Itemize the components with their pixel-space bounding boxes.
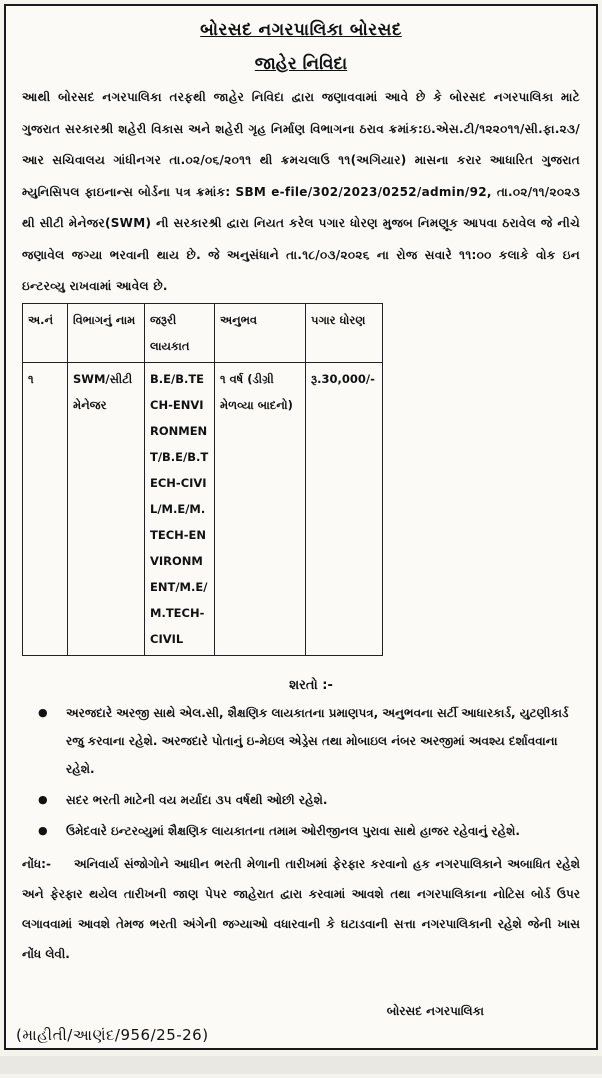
list-item: ● અરજદારે અરજી સાથે એલ.સી, શૈક્ષણિક લાયકાતના પ્રમાણપત્ર, અનુભવના સર્ટી આધારકાર્ડ, યુટણીકાર્ડ રજુ કરવાના રહેશે. અરજદારે પોતાનું ઇ-મેઇલ એડ્રેસ તથા મોબાઇલ નંબર અરજીમાં અવશ્ય દર્શાવવાના રહેશે. xyxy=(66,699,580,783)
col-header-sr: અ.નં xyxy=(23,303,68,362)
notice-subtitle: જાહેર નિવિદા xyxy=(254,54,348,74)
conditions-heading: શરતો :- xyxy=(289,677,333,693)
col-header-dept: વિભાગનું નામ xyxy=(68,303,145,362)
signature: બોરસદ નગરપાલિકા xyxy=(386,1004,484,1018)
bottom-strip xyxy=(0,1056,602,1074)
notice-page xyxy=(4,4,598,1050)
footer-reference: (માહીતી/આણંદ/956/25-26) xyxy=(16,1026,209,1044)
notice-title: બોરસદ નગરપાલિકા બોરસદ xyxy=(200,20,402,40)
col-header-experience: અનુભવ xyxy=(215,303,306,362)
list-item: ● ઉમેદવારે ઇન્ટરવ્યુમાં શૈક્ષણિક લાયકાતના તમામ ઓરીજીનલ પુરાવા સાથે હાજર રહેવાનું રહેશે. xyxy=(66,817,580,845)
list-item: ● સદર ભરતી માટેની વય મર્યાદા ૩૫ વર્ષથી ઓછી રહેશે. xyxy=(66,786,580,814)
note-block xyxy=(22,849,580,969)
conditions-list xyxy=(22,699,580,845)
cell-sr: ૧ xyxy=(23,362,68,655)
cell-experience: ૧ વર્ષ (ડીગ્રી મેળવ્યા બાદનો) xyxy=(215,362,306,655)
table-header-row xyxy=(23,303,383,362)
note-label: નોંધ:- xyxy=(22,856,51,871)
cell-qualification: B.E/B.TECH-ENVIRONMENT/B.E/B.T ECH-CIVIL/M.E/M.TECH-ENVIRONMENT/M.E/M.TECH-CIVIL xyxy=(145,362,215,655)
col-header-salary: પગાર ધોરણ xyxy=(306,303,383,362)
cell-dept: SWM/સીટી મેનેજર xyxy=(68,362,145,655)
note-text: અનિવાર્ય સંજોગોને આધીન ભરતી મેળાની તારીખમાં ફેરફાર કરવાનો હક નગરપાલિકાને અબાધિત રહેશે અને ફેરફાર થયેલ તારીખની જાણ પેપર જાહેરાત દ્વારા કરવામાં આવશે તથા નગરપાલિકાના નોટિસ બોર્ડ ઉપર લગાવવામાં આવશે તેમજ ભરતી અંગેની જગ્યાઓ વધારવાની કે ઘટાડવાની સત્તા નગરપાલિકાની રહેશે જેની ખાસ નોંધ લેવી. xyxy=(22,856,580,961)
table-row xyxy=(23,362,383,655)
cell-salary: રૂ.30,000/- xyxy=(306,362,383,655)
vacancy-table xyxy=(22,303,383,656)
col-header-qualification: જરૂરી લાયકાત xyxy=(145,303,215,362)
intro-paragraph: આથી બોરસદ નગરપાલિકા તરફથી જાહેર નિવિદા દ્વારા જણાવવામાં આવે છે કે બોરસદ નગરપાલિકા માટે ગુજરાત સરકારશ્રી શહેરી વિકાસ અને શહેરી ગૃહ નિર્માણ વિભાગના ઠરાવ ક્રમાંક:ઇ.એસ.ટી/૧૨૨૦૧૧/સી.ફા.૨૩/આર સચિવાલય ગાંધીનગર તા.૦૨/૦૬/૨૦૧૧ થી ક્રમચલાઉ ૧૧(અગિયાર) માસના કરાર આધારિત ગુજરાત મ્યુનિસિપલ ફાઇનાન્સ બોર્ડના પત્ર ક્રમાંક: SBM e-file/302/2023/0252/admin/92, તા.૦૨/૧૧/૨૦૨૩ થી સીટી મેનેજર(SWM) ની સરકારશ્રી દ્વારા નિયત કરેલ પગાર ધોરણ મુજબ નિમણૂક આપવા ઠરાવેલ જે નીચે જણાવેલ જગ્યા ભરવાની થાય છે. જે અનુસંધાને તા.૧૮/૦૩/૨૦૨૬ ના રોજ સવારે ૧૧:૦૦ કલાકે વોક ઇન ઇન્ટરવ્યુ રાખવામાં આવેલ છે. xyxy=(22,90,580,293)
